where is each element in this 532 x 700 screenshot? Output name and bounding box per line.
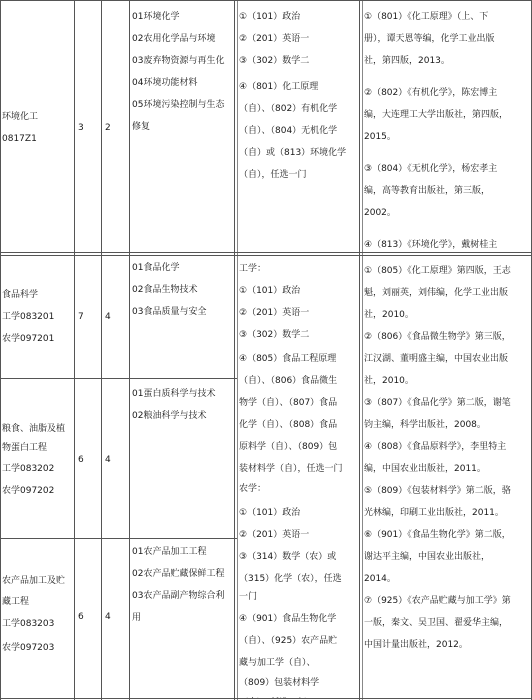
direction-item: 02农用化学品与环境 xyxy=(132,34,216,44)
reference-line: 中国计量出版社，2012。 xyxy=(364,640,468,650)
exam-group-label: 工学： xyxy=(239,264,267,274)
exam-subject: ③（314）数学（农）或 xyxy=(239,552,337,562)
reference-line: 编，大连理工大学出版社，第四版， xyxy=(364,110,509,120)
direction-item: 01农产品加工工程 xyxy=(132,547,207,557)
reference-line: ⑦（925）《农产品贮藏与加工学》第 xyxy=(364,596,511,606)
exam-subject: ③（302）数学二 xyxy=(239,330,310,340)
count-a: 3 xyxy=(78,123,84,133)
direction-item: 02农产品贮藏保鲜工程 xyxy=(132,569,225,579)
reference-line: ②（802）《有机化学》，陈宏博主 xyxy=(364,88,498,98)
direction-item: 01蛋白质科学与技术 xyxy=(132,389,216,399)
reference-line: 光林编，印刷工业出版社，2011。 xyxy=(364,508,504,518)
reference-line: ③（807）《食品化学》第二版，谢笔 xyxy=(364,398,511,408)
exam-subject: （315）化学（农），任选 xyxy=(239,574,342,584)
exam-subject: 原料学（自）、（809）包 xyxy=(239,442,338,452)
major-code: 农学097202 xyxy=(2,486,55,496)
reference-line: 魁，刘丽英，刘伟编，化学工业出版 xyxy=(364,288,509,298)
table-row xyxy=(0,255,237,378)
major-code: 农学097203 xyxy=(2,643,55,653)
exam-subject: ③（302）数学二 xyxy=(239,56,310,66)
count-b: 4 xyxy=(105,312,111,322)
direction-item: 03食品质量与安全 xyxy=(132,307,207,317)
reference-line: 2015。 xyxy=(364,132,396,142)
exam-subject: ①（101）政治 xyxy=(239,12,301,22)
count-a: 6 xyxy=(78,455,84,465)
major-code: 工学083202 xyxy=(2,464,55,474)
exam-subject: 装材料学（自），任选一门 xyxy=(239,464,343,474)
exam-subject: 藏与加工学（自）、 xyxy=(239,658,316,668)
exam-subject xyxy=(239,692,316,698)
direction-item: 03农产品副产物综合利 xyxy=(132,591,225,601)
exam-subject: 物学（自）、（807）食品 xyxy=(239,398,338,408)
exam-subject: ①（101）政治 xyxy=(239,286,301,296)
count-a: 6 xyxy=(78,612,84,622)
reference-line: ③（804）《无机化学》，杨宏孝主 xyxy=(364,164,498,174)
direction-item: 用 xyxy=(132,613,142,623)
major-code: 工学083203 xyxy=(2,619,55,629)
reference-line: 社，2010。 xyxy=(364,310,414,320)
reference-line: 册），谭天恩等编，化学工业出版 xyxy=(364,34,495,44)
direction-item: 04环境功能材料 xyxy=(132,78,198,88)
direction-item: 01环境化学 xyxy=(132,12,180,22)
reference-line: ①（801）《化工原理》（上、下 xyxy=(364,12,489,22)
major-name: 环境化工 xyxy=(2,112,39,122)
exam-subject: ①（101）政治 xyxy=(239,508,301,518)
major-name: 藏工程 xyxy=(2,597,30,607)
exam-subject: ②（201）英语一 xyxy=(239,530,310,540)
reference-line: 一版，秦文、吴卫国、翟爱华主编， xyxy=(364,618,509,628)
major-name: 粮食、油脂及植 xyxy=(2,424,66,434)
exam-subject: （809）包装材料学 xyxy=(239,678,320,688)
table-row xyxy=(0,539,237,698)
exam-subject: ④（801）化工原理 xyxy=(239,82,319,92)
reference-line: 2002。 xyxy=(364,208,396,218)
major-code: 工学083201 xyxy=(2,312,55,322)
exam-subject: （自）、（804）无机化学 xyxy=(239,126,338,136)
reference-line: 编，高等教育出版社，第三版， xyxy=(364,186,491,196)
exam-subject: （自）、（925）农产品贮 xyxy=(239,636,338,646)
exam-subject: ②（201）英语一 xyxy=(239,34,310,44)
reference-list xyxy=(364,6,530,250)
exam-subject: ④（901）食品生物化学 xyxy=(239,614,337,624)
exam-subject: 一门 xyxy=(239,592,258,602)
direction-item: 01食品化学 xyxy=(132,263,180,273)
reference-line: ④（813）《环境化学》，戴树桂主 xyxy=(364,240,498,250)
direction-item: 修复 xyxy=(132,122,151,132)
direction-item: 05环境污染控制与生态 xyxy=(132,100,225,110)
exam-subject: ②（201）英语一 xyxy=(239,308,310,318)
exam-group-label: 农学： xyxy=(239,484,267,494)
reference-line: 社，第四版，2013。 xyxy=(364,56,450,66)
reference-line: 社，2010。 xyxy=(364,376,414,386)
exam-subject: 化学（自）、（808）食品 xyxy=(239,420,338,430)
major-name: 食品科学 xyxy=(2,290,39,300)
shared-reference-list xyxy=(364,260,530,696)
exam-subject: ④（805）食品工程原理 xyxy=(239,354,337,364)
exam-subject: （自）或（813）环境化学 xyxy=(239,148,347,158)
exam-subject: （自）、（802）有机化学 xyxy=(239,104,338,114)
reference-line: ④（808）《食品原料学》，李里特主 xyxy=(364,442,507,452)
major-code: 0817Z1 xyxy=(2,134,37,144)
reference-line: 编，中国农业出版社，2011。 xyxy=(364,464,486,474)
shared-exam-subjects xyxy=(239,256,359,698)
table-row xyxy=(0,0,532,252)
direction-item: 02粮油科学与技术 xyxy=(132,411,207,421)
reference-line: 2014。 xyxy=(364,574,396,584)
reference-line: ⑤（809）《包装材料学》第二版，骆 xyxy=(364,486,511,496)
reference-line: ⑥（901）《食品生物化学》第二版， xyxy=(364,530,511,540)
direction-item: 02食品生物技术 xyxy=(132,285,198,295)
count-b: 2 xyxy=(105,123,111,133)
direction-item: 03废弃物资源与再生化 xyxy=(132,56,225,66)
reference-line: ①（805）《化工原理》第四版，王志 xyxy=(364,266,511,276)
reference-line: 钧主编，科学出版社，2008。 xyxy=(364,420,486,430)
count-b: 4 xyxy=(105,612,111,622)
count-b: 4 xyxy=(105,455,111,465)
major-name: 农产品加工及贮 xyxy=(2,576,66,586)
count-a: 7 xyxy=(78,312,84,322)
table-row xyxy=(0,379,237,538)
reference-line: ②（806）《食品微生物学》第三版， xyxy=(364,332,511,342)
major-code: 农学097201 xyxy=(2,334,55,344)
exam-subject: （自），任选一门 xyxy=(239,170,307,180)
exam-subject: （自）、（806）食品微生 xyxy=(239,376,338,386)
reference-line: 谢达平主编，中国农业出版社， xyxy=(364,552,491,562)
major-name: 物蛋白工程 xyxy=(2,443,48,453)
reference-line: 江汉湖、董明盛主编，中国农业出版 xyxy=(364,354,509,364)
